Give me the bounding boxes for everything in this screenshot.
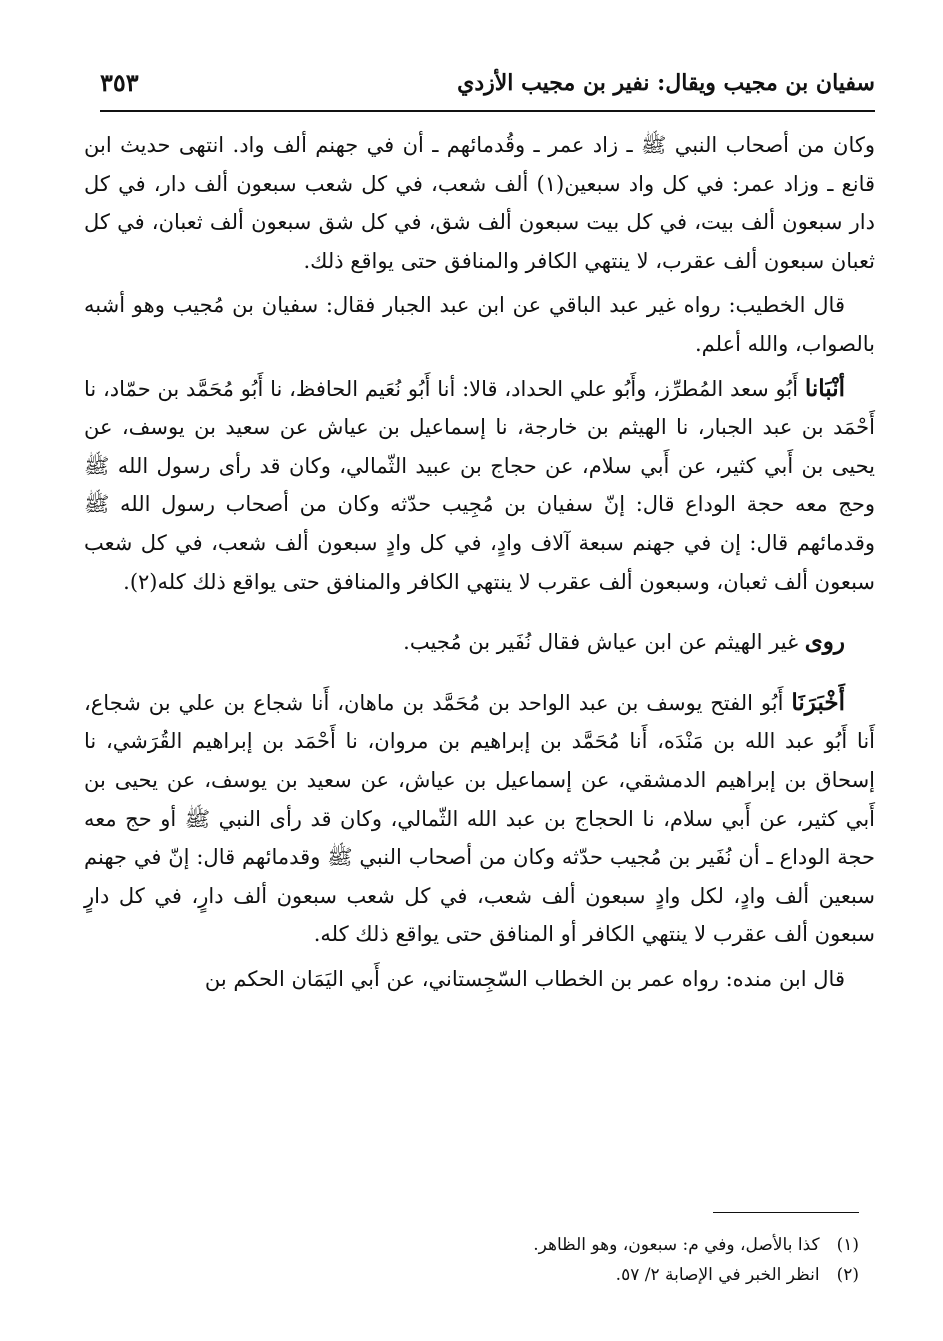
footnote-1-number: (١) xyxy=(836,1235,859,1255)
paragraph-3-text: أَبُو سعد المُطرِّز، وأَبُو علي الحداد، قالا: أنا أَبُو نُعَيم الحافظ، نا أَبُو مُحَمَّد بن حمّاد، نا أَحْمَد بن عبد الجبار، نا الهيثم بن خارجة، نا إسماعيل بن عياش عن سعيد بن يوسف، عن يحيى بن أَبي كثير، عن أَبي سلام، عن حجاج بن عبيد الثّمالي، وكان قد رأى رسول الله ﷺ وحج معه حجة الوداع قال: إنّ سفيان بن مُجِيب حدّثه وكان من أصحاب رسول الله ﷺ وقدمائهم قال: إن في جهنم سبعة آلاف وادٍ، في كل وادٍ سبعون ألف شعب، في كل شعب سبعون ألف ثعبان، وسبعون ألف عقرب لا ينتهي الكافر والمنافق حتى يواقع ذلك كله(٢). xyxy=(84,376,875,594)
paragraph-5-lead: أَخْبَرَنَا xyxy=(791,688,845,716)
paragraph-5-text: أَبُو الفتح يوسف بن عبد الواحد بن مُحَمَّد بن ماهان، أَنا شجاع بن علي بن شجاع، أَنا أَبُو عبد الله بن مَنْدَه، أَنا مُحَمَّد بن إبراهيم بن مروان، نا أَحْمَد بن إبراهيم القُرَشي، نا إسحاق بن إبراهيم الدمشقي، عن إسماعيل بن عياش، عن سعيد بن يوسف، عن يحيى بن أَبي كثير، عن أَبي سلام، نا الحجاج بن عبد الله الثّمالي، وكان قد رأى النبي ﷺ أو حج معه حجة الوداع ـ أن نُفَير بن مُجيب حدّثه وكان من أصحاب النبي ﷺ وقدمائهم قال: إنّ في جهنم سبعين ألف وادٍ، لكل وادٍ سبعون ألف شعب، في كل شعب سبعون ألف دارٍ، في كل دارٍ سبعون ألف عقرب لا ينتهي الكافر أو المنافق حتى يواقع ذلك كله. xyxy=(84,690,876,947)
footnotes xyxy=(100,1230,859,1290)
paragraph-1: وكان من أصحاب النبي ﷺ ـ زاد عمر ـ وقُدمائهم ـ أن في جهنم ألف واد. انتهى حديث ابن قانع ـ وزاد عمر: في كل واد سبعين(١) ألف شعب، في كل شعب سبعون ألف دار، في كل دار سبعون ألف بيت، في كل بيت سبعون ألف شق، في كل شق سبعون ألف ثعبان، في كل ثعبان سبعون ألف عقرب، لا ينتهي الكافر والمنافق حتى يواقع ذلك. xyxy=(84,133,876,273)
footnote-2-text: انظر الخبر في الإصابة ٢/ ٥٧. xyxy=(615,1265,820,1285)
paragraph-4-lead: روى xyxy=(804,628,845,656)
footnote-2-number: (٢) xyxy=(836,1265,859,1285)
running-head: سفيان بن مجيب ويقال: نفير بن مجيب الأزدي xyxy=(457,70,875,96)
paragraph-5 xyxy=(84,684,875,954)
footnote-2 xyxy=(100,1260,859,1290)
paragraph-4 xyxy=(84,623,875,662)
paragraph-2: قال الخطيب: رواه غير عبد الباقي عن ابن عبد الجبار فقال: سفيان بن مُجيب وهو أشبه بالصواب، والله أعلم. xyxy=(84,293,875,356)
footnote-1-text: كذا بالأصل، وفي م: سبعون، وهو الظاهر. xyxy=(533,1235,820,1255)
page-header xyxy=(100,66,875,112)
main-text xyxy=(84,126,875,998)
footnote-divider xyxy=(713,1212,859,1213)
paragraph-3 xyxy=(84,370,875,602)
footnote-1 xyxy=(100,1230,859,1260)
paragraph-4-text: غير الهيثم عن ابن عياش فقال نُفَير بن مُجيب. xyxy=(403,630,799,655)
page-number: ٣٥٣ xyxy=(100,68,139,97)
paragraph-3-lead: أنْبَانا xyxy=(804,374,845,402)
paragraph-6: قال ابن منده: رواه عمر بن الخطاب السّجِستاني، عن أَبي اليَمَان الحكم بن xyxy=(204,966,845,991)
